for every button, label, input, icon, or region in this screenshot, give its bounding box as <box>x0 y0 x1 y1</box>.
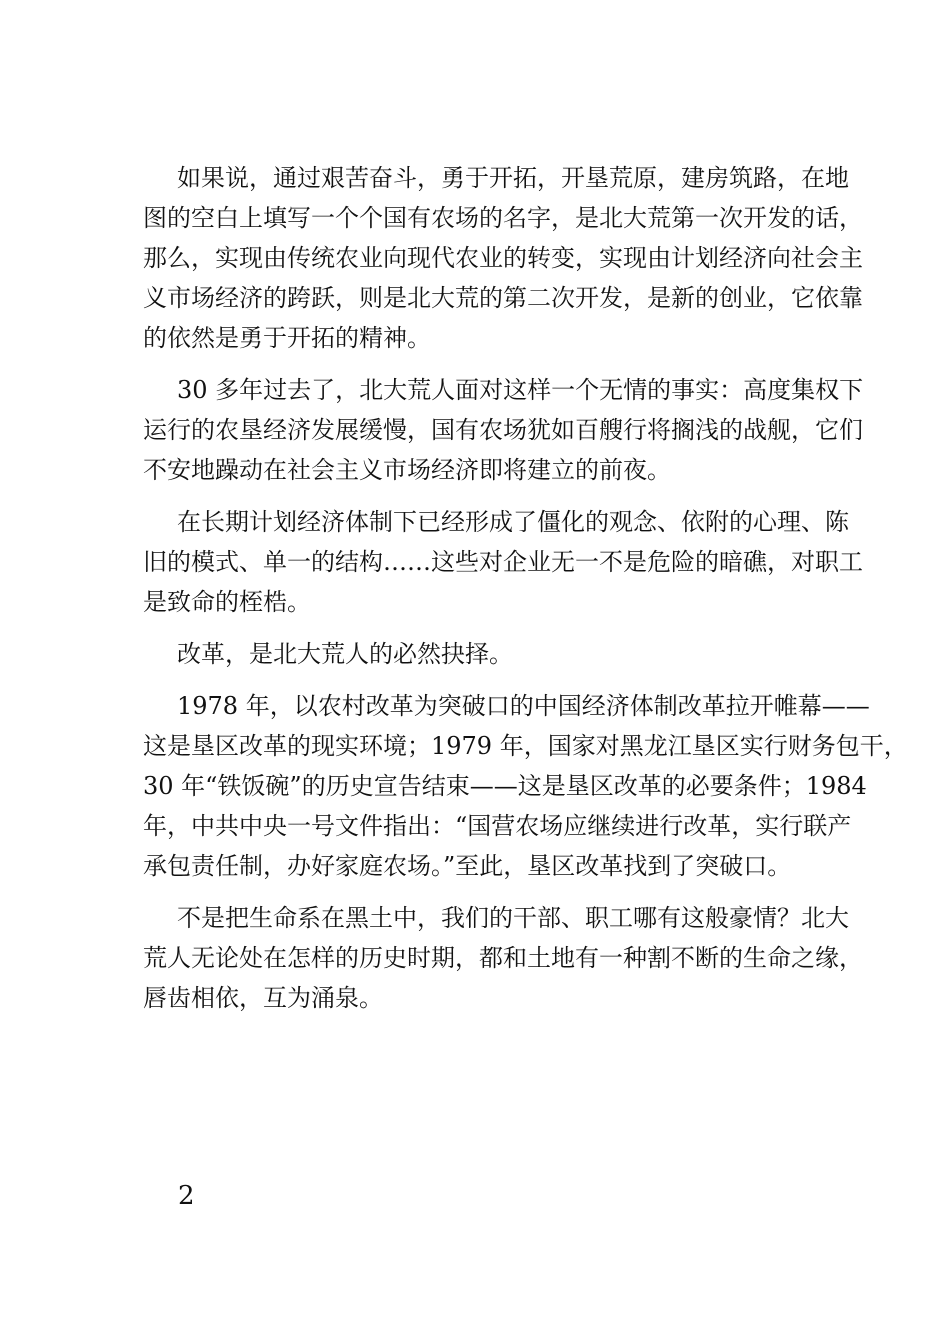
text-line: 唇齿相依，互为涌泉。 <box>143 984 383 1012</box>
paragraph-6 <box>143 898 863 1018</box>
text-line: 图的空白上填写一个个国有农场的名字，是北大荒第一次开发的话， <box>143 204 863 232</box>
paragraph-4 <box>143 634 823 674</box>
text-line: 是致命的桎梏。 <box>143 588 311 616</box>
text-line: 如果说，通过艰苦奋斗，勇于开拓，开垦荒原，建房筑路，在地 <box>177 164 849 192</box>
text-line: 这是垦区改革的现实环境；1979 年，国家对黑龙江垦区实行财务包干， <box>143 732 908 760</box>
text-line: 30 年“铁饭碗”的历史宣告结束——这是垦区改革的必要条件；1984 <box>143 772 867 800</box>
text-line: 旧的模式、单一的结构……这些对企业无一不是危险的暗礁，对职工 <box>143 548 863 576</box>
body-text <box>143 158 908 1030</box>
text-line: 1978 年，以农村改革为突破口的中国经济体制改革拉开帷幕—— <box>177 692 870 720</box>
text-line: 承包责任制，办好家庭农场。”至此，垦区改革找到了突破口。 <box>143 852 792 880</box>
text-line: 30 多年过去了，北大荒人面对这样一个无情的事实：高度集权下 <box>177 376 864 404</box>
text-line: 那么，实现由传统农业向现代农业的转变，实现由计划经济向社会主 <box>143 244 863 272</box>
text-line: 荒人无论处在怎样的历史时期，都和土地有一种割不断的生命之缘， <box>143 944 863 972</box>
text-line: 改革，是北大荒人的必然抉择。 <box>177 640 513 668</box>
text-line: 年，中共中央一号文件指出：“国营农场应继续进行改革，实行联产 <box>143 812 852 840</box>
text-line: 不安地躁动在社会主义市场经济即将建立的前夜。 <box>143 456 671 484</box>
paragraph-5 <box>143 686 908 886</box>
text-line: 的依然是勇于开拓的精神。 <box>143 324 431 352</box>
paragraph-1 <box>143 158 863 358</box>
text-line: 义市场经济的跨跃，则是北大荒的第二次开发，是新的创业，它依靠 <box>143 284 863 312</box>
text-line: 不是把生命系在黑土中，我们的干部、职工哪有这般豪情？北大 <box>177 904 849 932</box>
page-number: 2 <box>178 1181 195 1211</box>
text-line: 运行的农垦经济发展缓慢，国有农场犹如百艘行将搁浅的战舰，它们 <box>143 416 863 444</box>
paragraph-3 <box>143 502 863 622</box>
text-line: 在长期计划经济体制下已经形成了僵化的观念、依附的心理、陈 <box>177 508 849 536</box>
paragraph-2 <box>143 370 864 490</box>
